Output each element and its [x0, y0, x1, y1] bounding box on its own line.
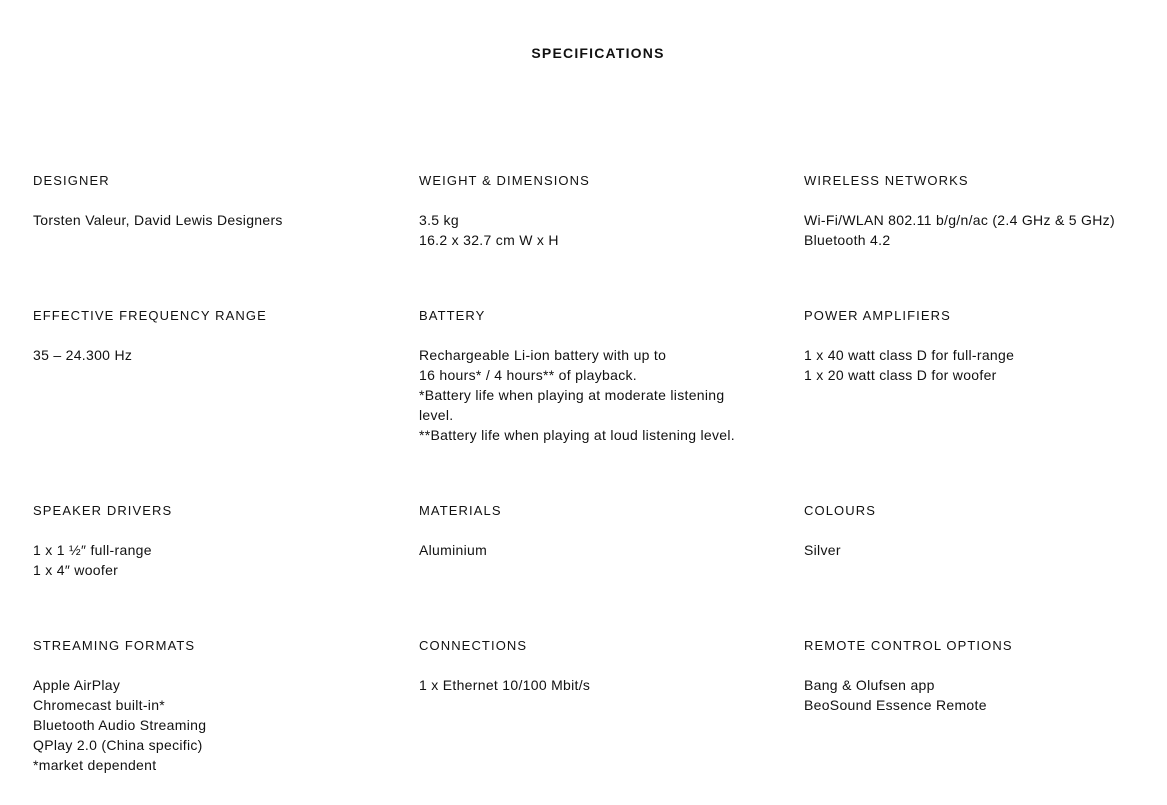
- spec-label: BATTERY: [419, 308, 486, 323]
- spec-value: QPlay 2.0 (China specific): [33, 737, 203, 753]
- spec-colours: [804, 502, 1154, 560]
- spec-frequency-range: [33, 307, 393, 365]
- spec-value: 1 x 4″ woofer: [33, 562, 119, 578]
- spec-label: WEIGHT & DIMENSIONS: [419, 173, 590, 188]
- spec-value: Bluetooth 4.2: [804, 232, 891, 248]
- spec-value: Apple AirPlay: [33, 677, 121, 693]
- spec-remote-control-options: [804, 637, 1154, 715]
- spec-values: [419, 540, 779, 560]
- spec-value: Rechargeable Li-ion battery with up to: [419, 347, 667, 363]
- spec-values: [33, 210, 393, 230]
- spec-battery: [419, 307, 779, 445]
- spec-value: 1 x 1 ½″ full-range: [33, 542, 152, 558]
- spec-value: 1 x Ethernet 10/100 Mbit/s: [419, 677, 591, 693]
- spec-connections: [419, 637, 779, 695]
- spec-values: [33, 345, 393, 365]
- spec-value: Bluetooth Audio Streaming: [33, 717, 207, 733]
- page-title: SPECIFICATIONS: [531, 45, 665, 61]
- spec-values: [419, 675, 779, 695]
- spec-values: [419, 210, 779, 250]
- spec-materials: [419, 502, 779, 560]
- spec-label: POWER AMPLIFIERS: [804, 308, 951, 323]
- spec-value: Torsten Valeur, David Lewis Designers: [33, 212, 283, 228]
- spec-values: [419, 345, 779, 445]
- spec-value: Wi-Fi/WLAN 802.11 b/g/n/ac (2.4 GHz & 5 GHz): [804, 212, 1115, 228]
- spec-value: **Battery life when playing at loud listening level.: [419, 427, 735, 443]
- spec-value: 1 x 20 watt class D for woofer: [804, 367, 997, 383]
- spec-label: EFFECTIVE FREQUENCY RANGE: [33, 308, 267, 323]
- spec-values: [804, 675, 1154, 715]
- spec-value: 16.2 x 32.7 cm W x H: [419, 232, 559, 248]
- spec-values: [804, 345, 1154, 385]
- spec-label: DESIGNER: [33, 173, 110, 188]
- spec-label: CONNECTIONS: [419, 638, 528, 653]
- spec-label: MATERIALS: [419, 503, 502, 518]
- spec-label: COLOURS: [804, 503, 876, 518]
- spec-value: BeoSound Essence Remote: [804, 697, 987, 713]
- spec-value: Bang & Olufsen app: [804, 677, 935, 693]
- spec-value: level.: [419, 407, 454, 423]
- spec-values: [804, 210, 1154, 250]
- spec-designer: [33, 172, 393, 230]
- spec-label: STREAMING FORMATS: [33, 638, 196, 653]
- spec-weight-dimensions: [419, 172, 779, 250]
- spec-value: 3.5 kg: [419, 212, 459, 228]
- spec-power-amplifiers: [804, 307, 1154, 385]
- spec-values: [33, 675, 393, 775]
- spec-value: 35 – 24.300 Hz: [33, 347, 133, 363]
- spec-values: [804, 540, 1154, 560]
- spec-value: Chromecast built-in*: [33, 697, 166, 713]
- spec-wireless-networks: [804, 172, 1154, 250]
- spec-label: SPEAKER DRIVERS: [33, 503, 173, 518]
- spec-value: Silver: [804, 542, 841, 558]
- spec-value: *market dependent: [33, 757, 157, 773]
- spec-value: 16 hours* / 4 hours** of playback.: [419, 367, 637, 383]
- spec-value: Aluminium: [419, 542, 488, 558]
- spec-label: REMOTE CONTROL OPTIONS: [804, 638, 1013, 653]
- spec-value: 1 x 40 watt class D for full-range: [804, 347, 1015, 363]
- spec-values: [33, 540, 393, 580]
- spec-speaker-drivers: [33, 502, 393, 580]
- spec-label: WIRELESS NETWORKS: [804, 173, 969, 188]
- spec-streaming-formats: [33, 637, 393, 775]
- spec-value: *Battery life when playing at moderate listening: [419, 387, 725, 403]
